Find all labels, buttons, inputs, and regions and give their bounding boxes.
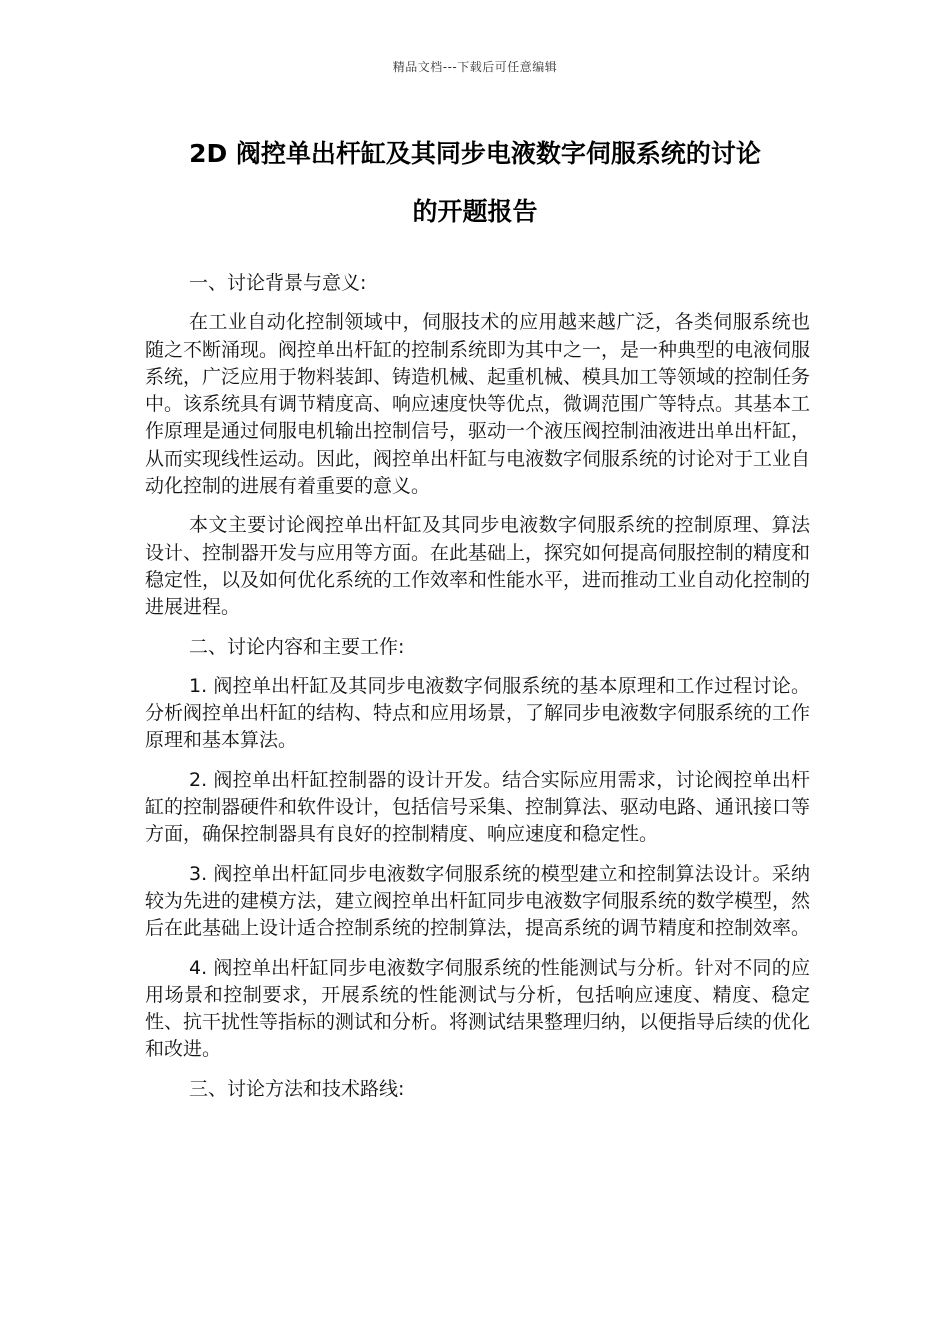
document-title-line-2: 的开题报告: [412, 197, 538, 226]
section-2-item-1: 1. 阀控单出杆缸及其同步电液数字伺服系统的基本原理和工作过程讨论。分析阀控单出杆缸的结构、特点和应用场景，了解同步电液数字伺服系统的工作原理和基本算法。: [145, 674, 811, 752]
section-2-item-4: 4. 阀控单出杆缸同步电液数字伺服系统的性能测试与分析。针对不同的应用场景和控制要求，开展系统的性能测试与分析，包括响应速度、精度、稳定性、抗干扰性等指标的测试和分析。将测试结果整理归纳，以便指导后续的优化和改进。: [145, 956, 811, 1061]
section-1-paragraph-1: 在工业自动化控制领域中，伺服技术的应用越来越广泛，各类伺服系统也随之不断涌现。阀控单出杆缸的控制系统即为其中之一，是一种典型的电液伺服系统，广泛应用于物料装卸、铸造机械、起重机械、模具加工等领域的控制任务中。该系统具有调节精度高、响应速度快等优点，微调范围广等特点。其基本工作原理是通过伺服电机输出控制信号，驱动一个液压阀控制油液进出单出杆缸，从而实现线性运动。因此，阀控单出杆缸与电液数字伺服系统的讨论对于工业自动化控制的进展有着重要的意义。: [145, 311, 811, 498]
document-body: [145, 270, 810, 1115]
section-2-item-2: 2. 阀控单出杆缸控制器的设计开发。结合实际应用需求，讨论阀控单出杆缸的控制器硬件和软件设计，包括信号采集、控制算法、驱动电路、通讯接口等方面，确保控制器具有良好的控制精度、响应速度和稳定性。: [145, 768, 811, 846]
section-1-heading: 一、讨论背景与意义:: [189, 272, 367, 294]
document-title-line-1: 2D 阀控单出杆缸及其同步电液数字伺服系统的讨论: [189, 139, 761, 168]
section-3-heading: 三、讨论方法和技术路线:: [189, 1077, 405, 1100]
section-1-paragraph-2: 本文主要讨论阀控单出杆缸及其同步电液数字伺服系统的控制原理、算法设计、控制器开发与应用等方面。在此基础上，探究如何提高伺服控制的精度和稳定性，以及如何优化系统的工作效率和性能水平，进而推动工业自动化控制的进展进程。: [145, 514, 811, 619]
section-2-heading: 二、讨论内容和主要工作:: [189, 635, 405, 658]
section-2-item-3: 3. 阀控单出杆缸同步电液数字伺服系统的模型建立和控制算法设计。采纳较为先进的建模方法，建立阀控单出杆缸同步电液数字伺服系统的数学模型，然后在此基础上设计适合控制系统的控制算法，提高系统的调节精度和控制效率。: [145, 862, 811, 940]
page-header-note: 精品文档---下载后可任意编辑: [392, 60, 558, 74]
